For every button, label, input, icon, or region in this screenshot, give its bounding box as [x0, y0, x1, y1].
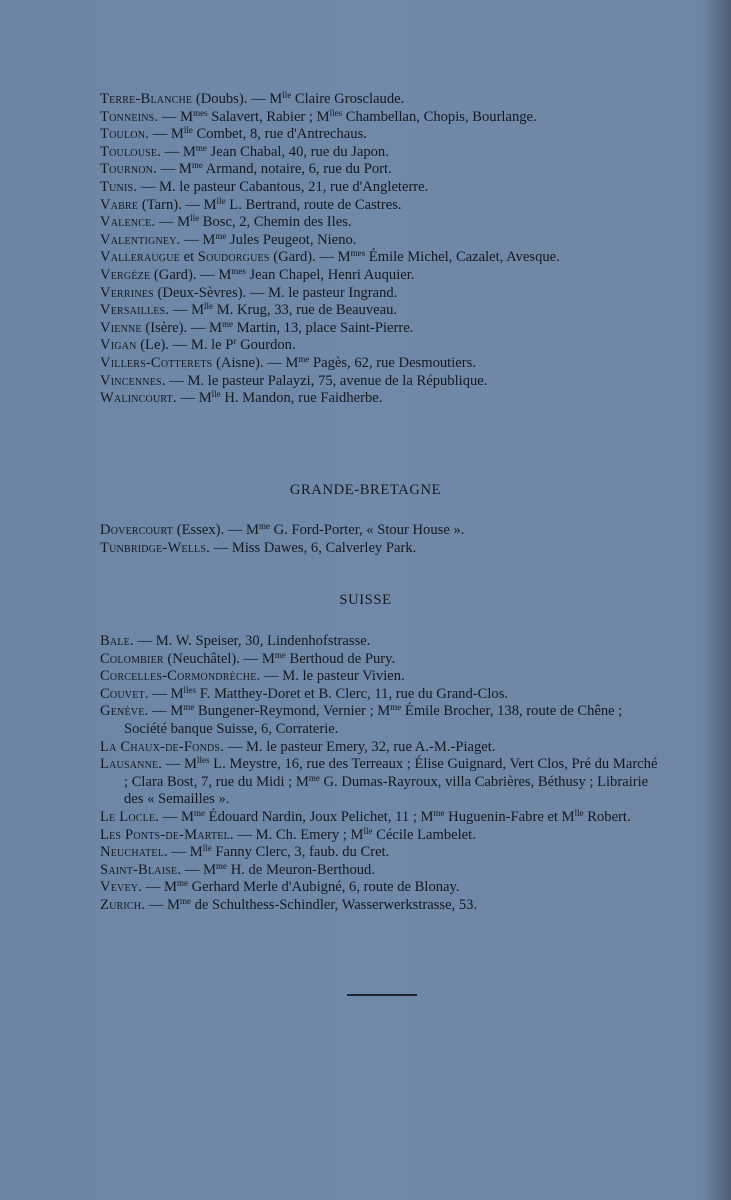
list-item	[100, 540, 660, 558]
list-item	[100, 686, 660, 704]
list-item	[100, 320, 660, 338]
place-name: Tunis.	[100, 178, 138, 195]
entry-text: — M	[148, 685, 184, 702]
entry-text: (Tarn). — M	[138, 196, 217, 213]
place-name: Tonneins.	[100, 108, 159, 125]
list-item	[100, 373, 660, 391]
title-abbrev: me	[183, 702, 195, 713]
title-abbrev: lle	[363, 825, 373, 836]
place-name: Bale.	[100, 633, 134, 649]
list-item	[100, 197, 660, 215]
entry-text: Gerhard Merle d'Aubigné, 6, route de Blonay.	[187, 879, 460, 896]
list-item	[100, 355, 660, 373]
title-abbrev: lle	[216, 195, 226, 206]
entry-text: H. Mandon, rue Faidherbe.	[220, 390, 383, 407]
list-item	[100, 144, 660, 162]
entry-text: Bosc, 2, Chemin des Iles.	[199, 214, 352, 231]
entry-text: Cécile Lambelet.	[372, 826, 476, 843]
entry-text: — M	[176, 390, 212, 407]
entry-text: Chambellan, Chopis, Bourlange.	[342, 108, 537, 125]
entry-text: (Doubs). — M	[192, 91, 283, 107]
list-item	[100, 703, 660, 738]
gb-list	[100, 522, 660, 557]
list-item	[100, 633, 660, 651]
place-name: Toulouse.	[100, 143, 162, 160]
title-abbrev: mes	[231, 265, 246, 276]
list-item	[100, 651, 660, 669]
entry-text: Huguenin-Fabre et M	[444, 808, 575, 825]
entry-text: Pagès, 62, rue Desmoutiers.	[309, 354, 476, 371]
place-name: Valentigney.	[100, 231, 181, 248]
entry-text: — M. W. Speiser, 30, Lindenhofstrasse.	[133, 633, 371, 649]
entry-text: (Aisne). — M	[212, 354, 299, 371]
place-name: Walincourt.	[100, 390, 177, 407]
title-abbrev: me	[176, 878, 188, 889]
place-name: Valleraugue	[100, 249, 180, 266]
entry-text: — Miss Dawes, 6, Calverley Park.	[209, 539, 417, 556]
entry-text: Jules Peugeot, Nieno.	[226, 231, 357, 248]
list-item	[100, 214, 660, 232]
title-abbrev: me	[390, 702, 402, 713]
entry-text: (Isère). — M	[141, 319, 222, 336]
list-item	[100, 337, 660, 355]
entry-text: — M	[161, 143, 196, 160]
title-abbrev: lle	[282, 90, 292, 100]
title-abbrev: me	[195, 142, 207, 153]
entry-text: — M	[181, 861, 217, 878]
list-item	[100, 232, 660, 250]
entry-text: M. Krug, 33, rue de Beauveau.	[213, 302, 398, 319]
section-heading-grande-bretagne: GRANDE-BRETAGNE	[289, 482, 442, 498]
place-name: Vienne	[100, 319, 142, 336]
place-name: Versailles.	[100, 302, 170, 319]
list-item	[100, 91, 660, 109]
title-abbrev: me	[191, 160, 203, 171]
place-name: Villers-Cotterets	[100, 354, 213, 371]
place-name: Zurich.	[100, 896, 146, 913]
list-item	[100, 285, 660, 303]
place-name: Saint-Blaise.	[100, 861, 182, 878]
place-name: Soudorgues	[197, 249, 270, 266]
entry-text: (Deux-Sèvres). — M. le pasteur Ingrand.	[153, 284, 398, 301]
entry-text: et	[179, 249, 198, 266]
entry-text: (Essex). — M	[173, 522, 259, 538]
ch-list	[100, 633, 660, 915]
entry-text: (Gard). — M	[269, 249, 351, 266]
entry-text: Berthoud de Pury.	[285, 650, 396, 667]
entry-text: Édouard Nardin, Joux Pelichet, 11 ; M	[205, 808, 434, 825]
end-rule	[347, 994, 417, 996]
entry-text: — M	[169, 302, 205, 319]
list-item	[100, 109, 660, 127]
list-item	[100, 827, 660, 845]
entry-text: Gourdon.	[236, 337, 296, 354]
entry-text: Robert.	[583, 808, 631, 825]
title-abbrev: lle	[204, 301, 214, 312]
entry-text: — M. Ch. Emery ; M	[233, 826, 364, 843]
list-item	[100, 126, 660, 144]
title-abbrev: lle	[574, 807, 584, 818]
list-item	[100, 862, 660, 880]
entry-text: F. Matthey-Doret et B. Clerc, 11, rue du Grand-Clos.	[196, 685, 509, 702]
entry-text: — M. le pasteur Emery, 32, rue A.-M.-Piaget.	[224, 738, 496, 755]
title-abbrev: lle	[202, 843, 212, 854]
entry-text: G. Dumas-Rayroux, villa Cabrières, Béthusy ; Librairie des « Semailles ».	[124, 773, 649, 808]
title-abbrev: lles	[183, 684, 197, 695]
entry-text: Martin, 13, place Saint-Pierre.	[232, 319, 414, 336]
list-item	[100, 844, 660, 862]
title-abbrev: me	[298, 353, 310, 364]
place-name: Les Ponts-de-Martel.	[100, 826, 234, 843]
list-item	[100, 897, 660, 915]
entry-text: Claire Grosclaude.	[291, 91, 405, 107]
entry-text: L. Bertrand, route de Castres.	[225, 196, 402, 213]
title-abbrev: lles	[329, 107, 343, 118]
entry-text: Jean Chapel, Henri Auquier.	[245, 266, 415, 283]
title-abbrev: me	[179, 895, 191, 906]
place-name: Vergèze	[100, 266, 151, 283]
place-name: Toulon.	[100, 126, 149, 143]
entry-text: — M. le pasteur Cabantous, 21, rue d'Angleterre.	[137, 178, 429, 195]
place-name: Neuchatel.	[100, 844, 168, 861]
list-item	[100, 390, 660, 408]
france-list	[100, 91, 660, 408]
place-name: Vigan	[100, 337, 137, 354]
list-item	[100, 267, 660, 285]
place-name: Valence.	[100, 214, 156, 231]
entry-text: — M	[156, 161, 192, 178]
entry-text: — M. le pasteur Palayzi, 75, avenue de la République.	[165, 372, 488, 389]
title-abbrev: mes	[193, 107, 208, 118]
entry-text: — M	[145, 896, 180, 913]
place-name: Le Locle.	[100, 808, 160, 825]
title-abbrev: lles	[197, 755, 210, 766]
list-item	[100, 249, 660, 267]
list-item	[100, 879, 660, 897]
list-item	[100, 302, 660, 320]
entry-text: — M	[180, 231, 216, 248]
entry-text: — M	[148, 126, 184, 143]
place-name: Couvet.	[100, 685, 149, 702]
section-heading-suisse: SUISSE	[339, 592, 392, 608]
entry-text: — M	[159, 808, 195, 825]
place-name: Genève.	[100, 703, 149, 720]
place-name: Tournon.	[100, 161, 157, 178]
entry-text: de Schulthess-Schindler, Wasserwerkstrasse, 53.	[190, 896, 478, 913]
title-abbrev: me	[259, 521, 270, 531]
entry-text: Combet, 8, rue d'Antrechaus.	[192, 126, 367, 143]
entry-text: Jean Chabal, 40, rue du Japon.	[206, 143, 389, 160]
list-item	[100, 809, 660, 827]
place-name: La Chaux-de-Fonds.	[100, 738, 225, 755]
entry-text: Émile Brocher, 138, route de Chêne ; Société banque Suisse, 6, Corraterie.	[124, 703, 623, 737]
entry-text: Armand, notaire, 6, rue du Port.	[202, 161, 392, 178]
title-abbrev: lle	[183, 125, 193, 136]
entry-text: — M. le pasteur Vivien.	[260, 668, 405, 685]
entry-text: — M	[158, 108, 194, 125]
list-item	[100, 668, 660, 686]
entry-text: (Neuchâtel). — M	[163, 650, 275, 667]
place-name: Vabre	[100, 196, 139, 213]
place-name: Verrines	[100, 284, 154, 301]
title-abbrev: me	[433, 807, 445, 818]
place-name: Vincennes.	[100, 372, 166, 389]
entry-text: H. de Meuron-Berthoud.	[227, 861, 375, 878]
list-item	[100, 179, 660, 197]
title-abbrev: me	[274, 649, 286, 660]
list-item	[100, 161, 660, 179]
place-name: Terre-Blanche	[100, 91, 193, 107]
place-name: Lausanne.	[100, 756, 163, 773]
title-abbrev: r	[233, 336, 237, 347]
title-abbrev: me	[216, 860, 228, 871]
entry-text: — M	[148, 703, 184, 720]
entry-text: (Le). — M. le P	[136, 337, 234, 354]
title-abbrev: lle	[190, 213, 200, 224]
entry-text: Salavert, Rabier ; M	[207, 108, 330, 125]
title-abbrev: me	[308, 772, 320, 783]
title-abbrev: me	[194, 807, 206, 818]
title-abbrev: lle	[211, 389, 221, 400]
place-name: Colombier	[100, 650, 164, 667]
list-item	[100, 739, 660, 757]
entry-text: Fanny Clerc, 3, faub. du Cret.	[211, 844, 390, 861]
list-item	[100, 522, 660, 540]
place-name: Dovercourt	[100, 522, 174, 538]
title-abbrev: me	[215, 230, 227, 241]
entry-text: G. Ford-Porter, « Stour House ».	[270, 522, 465, 538]
entry-text: L. Meystre, 16, rue des Terreaux ; Élise Guignard, Vert Clos, Pré du Marché ; Clara Bost, 7, rue du Midi ; M	[124, 756, 658, 790]
place-name: Tunbridge-Wells.	[100, 539, 210, 556]
entry-text: — M	[142, 879, 177, 896]
list-item	[100, 756, 660, 809]
place-name: Corcelles-Cormondrèche.	[100, 668, 261, 685]
entry-text: Émile Michel, Cazalet, Avesque.	[365, 249, 560, 266]
entry-text: — M	[167, 844, 203, 861]
entry-text: — M	[162, 756, 198, 773]
title-abbrev: mes	[350, 248, 366, 259]
entry-text: (Gard). — M	[150, 266, 232, 283]
place-name: Vevey.	[100, 879, 143, 896]
entry-text: — M	[155, 214, 191, 231]
title-abbrev: me	[221, 318, 233, 329]
entry-text: Bungener-Reymond, Vernier ; M	[194, 703, 391, 720]
